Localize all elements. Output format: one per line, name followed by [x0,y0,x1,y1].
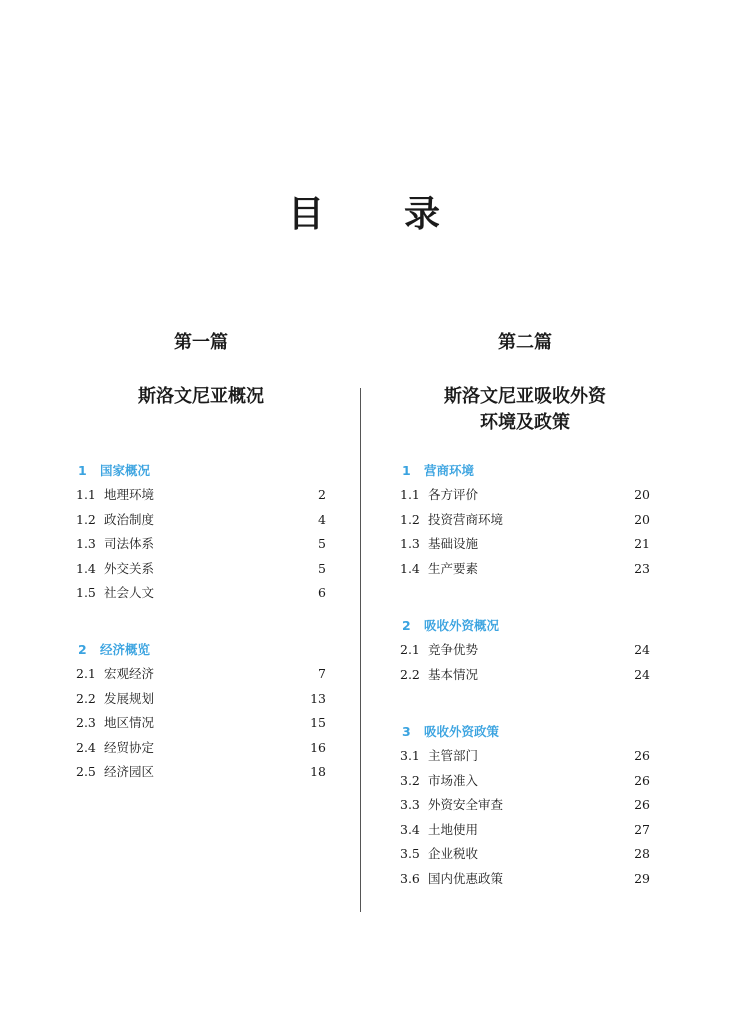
entry-label: 土地使用 [428,821,479,837]
title-char-1: 目 [287,193,326,235]
toc-entry[interactable] [400,557,650,582]
section-heading-label: 吸收外资概况 [424,618,500,633]
entry-label: 经济园区 [104,764,155,780]
section-number: 2 [402,618,411,633]
entry-number: 3.1 [400,748,420,763]
section-heading[interactable] [76,638,326,662]
entry-page: 15 [310,715,326,731]
part1-title: 斯洛文尼亚概况 [138,386,264,407]
toc-section [400,614,650,687]
entry-page: 13 [310,690,326,706]
toc-entry[interactable] [400,793,650,818]
toc-entry[interactable] [400,532,650,557]
toc-entry[interactable] [400,842,650,867]
toc-entry[interactable] [400,818,650,843]
entry-number: 1.2 [76,511,96,527]
section-heading[interactable] [400,720,650,744]
entry-number: 1.4 [400,560,420,576]
entry-label: 政治制度 [104,511,155,527]
entry-label: 社会人文 [104,585,155,601]
toc-entry[interactable] [76,508,326,533]
part2-title-line2: 环境及政策 [480,412,570,433]
entry-number: 3.4 [400,821,420,837]
entry-label: 发展规划 [104,690,155,706]
entry-number: 1.5 [76,585,96,601]
title-char-2: 录 [404,193,443,235]
toc-entry[interactable] [76,760,326,785]
toc-entry[interactable] [400,483,650,508]
entry-page: 4 [318,511,326,527]
entry-page: 16 [310,739,326,755]
entry-page: 28 [634,846,650,862]
entry-page: 29 [634,870,650,886]
part2-label: 第二篇 [498,332,552,353]
entry-page: 26 [634,748,650,763]
entry-page: 26 [634,797,650,813]
toc-entry[interactable] [400,508,650,533]
toc-entry[interactable] [76,557,326,582]
section-heading[interactable] [76,459,326,483]
toc-entry[interactable] [400,744,650,769]
section-heading[interactable] [400,614,650,638]
part2-title [400,384,650,436]
entry-number: 1.4 [76,560,96,576]
toc-entry[interactable] [400,769,650,794]
page-title [0,186,730,237]
section-number: 2 [78,642,87,657]
entry-number: 2.5 [76,764,96,780]
entry-label: 市场准入 [428,772,479,788]
toc-entry[interactable] [76,581,326,606]
entry-page: 21 [634,536,650,552]
entry-number: 2.4 [76,739,96,755]
entry-number: 2.2 [400,666,420,682]
entry-label: 国内优惠政策 [428,870,504,886]
entry-page: 24 [634,666,650,682]
entry-number: 3.6 [400,870,420,886]
entry-page: 27 [634,821,650,837]
entry-number: 2.3 [76,715,96,731]
section-number: 1 [402,463,411,478]
section-heading-label: 经济概览 [100,642,151,657]
entry-label: 司法体系 [104,536,155,552]
entry-label: 外资安全审查 [428,797,504,813]
entry-number: 1.1 [76,487,96,502]
entry-number: 3.3 [400,797,420,813]
toc-section [76,638,326,785]
entry-page: 5 [318,560,326,576]
entry-number: 3.5 [400,846,420,862]
part2-title-line1: 斯洛文尼亚吸收外资 [444,386,606,407]
entry-page: 7 [318,666,326,681]
entry-number: 2.2 [76,690,96,706]
entry-label: 各方评价 [428,487,479,502]
entry-number: 2.1 [400,642,420,657]
toc-section [400,720,650,892]
entry-label: 经贸协定 [104,739,155,755]
entry-label: 基础设施 [428,536,479,552]
column-divider [360,388,361,912]
entry-number: 1.1 [400,487,420,502]
entry-label: 地区情况 [104,715,155,731]
entry-label: 投资营商环境 [428,511,504,527]
section-heading-label: 营商环境 [424,463,475,478]
entry-label: 外交关系 [104,560,155,576]
toc-entry[interactable] [400,638,650,663]
toc-entry[interactable] [76,687,326,712]
entry-number: 2.1 [76,666,96,681]
entry-label: 基本情况 [428,666,479,682]
entry-label: 宏观经济 [104,666,155,681]
toc-entry[interactable] [76,483,326,508]
section-number: 1 [78,463,87,478]
toc-entry[interactable] [76,662,326,687]
section-heading-label: 国家概况 [100,463,151,478]
toc-entry[interactable] [400,867,650,892]
toc-entry[interactable] [76,532,326,557]
entry-page: 20 [634,511,650,527]
part1-label: 第一篇 [174,332,228,353]
entry-label: 生产要素 [428,560,479,576]
toc-section [400,459,650,581]
entry-page: 18 [310,764,326,780]
entry-number: 1.3 [76,536,96,552]
entry-page: 24 [634,642,650,657]
section-heading-label: 吸收外资政策 [424,724,500,739]
entry-page: 26 [634,772,650,788]
entry-number: 1.2 [400,511,420,527]
toc-section [76,459,326,606]
toc-entry[interactable] [76,711,326,736]
entry-page: 6 [318,585,326,601]
entry-page: 20 [634,487,650,502]
entry-number: 1.3 [400,536,420,552]
entry-number: 3.2 [400,772,420,788]
entry-page: 2 [318,487,326,502]
section-number: 3 [402,724,411,739]
section-heading[interactable] [400,459,650,483]
entry-label: 竞争优势 [428,642,479,657]
toc-entry[interactable] [400,663,650,688]
entry-page: 5 [318,536,326,552]
toc-entry[interactable] [76,736,326,761]
entry-page: 23 [634,560,650,576]
entry-label: 地理环境 [104,487,155,502]
entry-label: 企业税收 [428,846,479,862]
entry-label: 主管部门 [428,748,479,763]
